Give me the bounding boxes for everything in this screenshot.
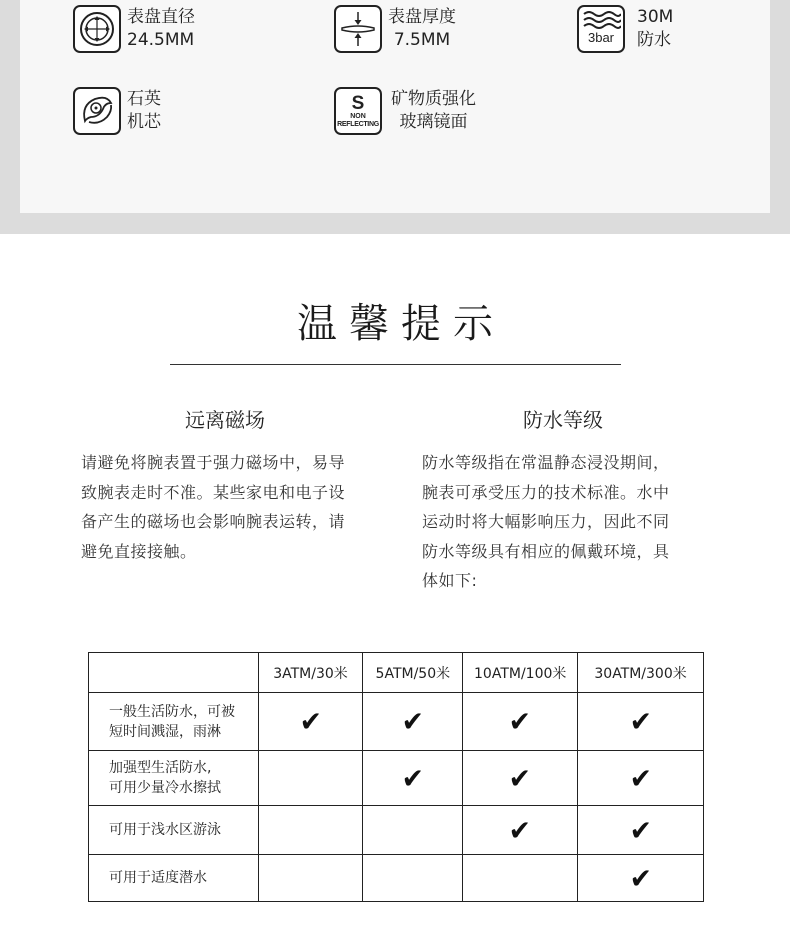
- check-mark-icon: ✔: [629, 813, 652, 847]
- spec-glass: [334, 87, 476, 135]
- spec-movement: [73, 87, 161, 135]
- row-label-line: 可用于适度潜水: [109, 870, 207, 886]
- spec-glass-line2: 玻璃镜面: [399, 112, 468, 132]
- notice-title: 温馨提示: [297, 301, 505, 347]
- table-cell: [363, 855, 463, 902]
- paragraph-line: 防水等级具有相应的佩戴环境，具: [422, 541, 670, 561]
- table-cell: [258, 855, 363, 902]
- table-cell: [578, 855, 704, 902]
- row-label-line: 短时间溅湿，雨淋: [109, 723, 221, 740]
- waterproof-heading: 防水等级: [523, 408, 603, 432]
- table-cell: [258, 806, 363, 855]
- table-row: [89, 693, 704, 751]
- spec-glass-line1: 矿物质强化: [391, 89, 476, 109]
- paragraph-line: 备产生的磁场也会影响腕表运转，请: [81, 512, 346, 531]
- table-header-cell: 3ATM/30米: [258, 653, 363, 693]
- spec-card: [20, 0, 770, 213]
- row-label-line: 可用于浅水区游泳: [109, 822, 221, 838]
- spec-movement-line2: 机芯: [127, 112, 161, 132]
- table-cell: [258, 751, 363, 806]
- quartz-movement-icon: [73, 87, 121, 135]
- table-cell: [363, 751, 463, 806]
- table-header-empty: [89, 653, 259, 693]
- spec-dial-diameter: [73, 5, 195, 53]
- paragraph-line: 体如下:: [422, 571, 478, 590]
- spec-movement-line1: 石英: [127, 89, 161, 109]
- spec-dial-thickness: [334, 5, 456, 53]
- table-cell: [363, 806, 463, 855]
- non-reflecting-icon-text2: REFLECTING: [337, 120, 379, 128]
- paragraph-line: 请避免将腕表置于强力磁场中，易导: [81, 453, 346, 472]
- non-reflecting-icon-letter: S: [351, 92, 365, 114]
- magnetic-heading: 远离磁场: [185, 408, 265, 432]
- check-mark-icon: ✔: [401, 705, 424, 738]
- paragraph-line: 防水等级指在常温静态浸没期间，: [422, 453, 670, 472]
- spec-thickness-value: 7.5MM: [393, 30, 451, 50]
- row-label: [89, 806, 259, 855]
- dial-icon: [73, 5, 121, 53]
- waterproof-paragraph: [422, 448, 712, 596]
- table-cell: [578, 693, 704, 751]
- check-mark-icon: ✔: [401, 761, 424, 795]
- table-row: [89, 751, 704, 806]
- title-divider: [170, 364, 621, 365]
- paragraph-line: 致腕表走时不准。某些家电和电子设: [81, 482, 346, 502]
- spec-dial-label: 表盘直径: [127, 7, 195, 27]
- check-mark-icon: ✔: [509, 705, 532, 738]
- thickness-icon: [334, 5, 382, 53]
- table-header-cell: 30ATM/300米: [578, 653, 704, 693]
- paragraph-line: 运动时将大幅影响压力，因此不同: [422, 512, 670, 531]
- non-reflecting-icon-text1: NON: [350, 112, 366, 120]
- spec-water-resistance: [577, 5, 673, 53]
- table-header-cell: 10ATM/100米: [463, 653, 578, 693]
- table-cell: [463, 855, 578, 902]
- table-header-cell: 5ATM/50米: [363, 653, 463, 693]
- row-label: [89, 855, 259, 902]
- row-label-line: 加强型生活防水,: [109, 760, 212, 776]
- water-resistance-icon-text: 3bar: [587, 30, 615, 45]
- check-mark-icon: ✔: [509, 813, 532, 847]
- table-header-row: [89, 653, 704, 693]
- check-mark-icon: ✔: [299, 705, 322, 738]
- check-mark-icon: ✔: [629, 705, 652, 738]
- spec-water-label: 防水: [637, 30, 671, 50]
- check-mark-icon: ✔: [629, 761, 652, 795]
- table-cell: [578, 751, 704, 806]
- check-mark-icon: ✔: [629, 861, 652, 895]
- non-reflecting-icon: [334, 87, 382, 135]
- table-cell: [463, 806, 578, 855]
- table-cell: [258, 693, 363, 751]
- table-row: [89, 855, 704, 902]
- row-label-line: 可用少量冷水擦拭: [109, 780, 221, 796]
- spec-thickness-label: 表盘厚度: [388, 7, 456, 27]
- magnetic-paragraph: [81, 448, 381, 566]
- water-resistance-icon: [577, 5, 625, 53]
- table-cell: [463, 693, 578, 751]
- paragraph-line: 腕表可承受压力的技术标准。水中: [422, 482, 670, 502]
- row-label: [89, 693, 259, 751]
- table-cell: [463, 751, 578, 806]
- row-label: [89, 751, 259, 806]
- water-resistance-table: [88, 652, 704, 902]
- table-row: [89, 806, 704, 855]
- check-mark-icon: ✔: [509, 761, 532, 795]
- table-cell: [363, 693, 463, 751]
- table-cell: [578, 806, 704, 855]
- row-label-line: 一般生活防水，可被: [109, 703, 235, 720]
- spec-band: [0, 0, 790, 234]
- spec-dial-value: 24.5MM: [127, 30, 195, 50]
- paragraph-line: 避免直接接触。: [81, 541, 197, 561]
- spec-water-value: 30M: [637, 7, 674, 27]
